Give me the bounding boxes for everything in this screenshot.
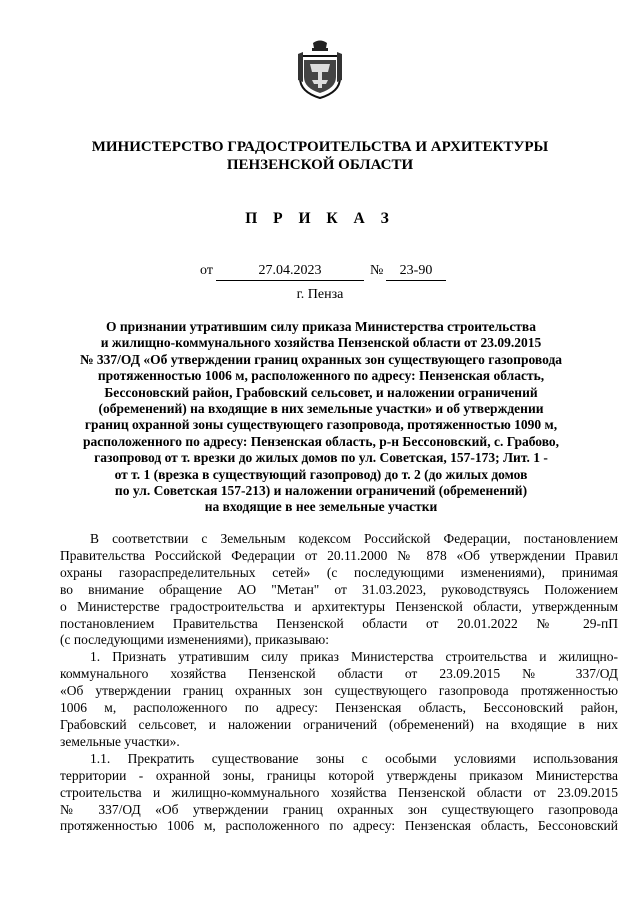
order-number: 23-90 <box>386 263 446 281</box>
subject-line: и жилищно-коммунального хозяйства Пензенской области от 23.09.2015 <box>100 335 542 351</box>
order-body <box>60 531 618 835</box>
order-subject <box>60 319 582 516</box>
subject-line: газопровод от т. врезки до жилых домов по ул. Советская, 157-173; Лит. 1 - <box>94 450 548 466</box>
body-line: № 337/ОД «Об утверждении границ охранных зон существующего газопровода <box>60 801 618 817</box>
subject-line: на входящие в нее земельные участки <box>204 499 438 515</box>
body-line: земельные участки». <box>60 733 180 749</box>
subject-line: границ охранной зоны существующего газопровода, протяженностью 1090 м, <box>84 417 558 433</box>
subject-line: (обременений) на входящие в них земельные участки» и об утверждении <box>98 401 544 417</box>
body-line: Правительства Российской Федерации от 20.11.2000 № 878 «Об утверждении Правил <box>60 547 618 563</box>
coat-of-arms-emblem <box>296 40 344 100</box>
from-label: от <box>200 263 213 278</box>
body-line: 1.1. Прекратить существование зоны с особыми условиями использования <box>90 750 618 766</box>
body-line: 1006 м, расположенного по адресу: Пензенская область, Бессоновский район, <box>60 700 618 716</box>
ministry-name <box>60 138 580 174</box>
subject-line: по ул. Советская 157-213) и наложении ограничений (обременений) <box>114 483 528 499</box>
subject-line: Бессоновский район, Грабовский сельсовет, и наложении ограничений <box>104 384 538 400</box>
number-label: № <box>370 263 384 278</box>
order-date: 27.04.2023 <box>216 263 364 281</box>
body-line: территории - охранной зоны, границы которой утверждены приказом Министерства <box>60 767 618 783</box>
ministry-name-line1: МИНИСТЕРСТВО ГРАДОСТРОИТЕЛЬСТВА И АРХИТЕКТУРЫ <box>91 139 549 155</box>
body-line: строительства и жилищно-коммунального хозяйства Пензенской области от 23.09.2015 <box>60 784 618 800</box>
body-line: о Министерстве градостроительства и архитектуры Пензенской области, утвержденным <box>60 598 618 614</box>
body-line: коммунального хозяйства Пензенской области от 23.09.2015 № 337/ОД <box>60 666 618 682</box>
body-line: во внимание обращение АО "Метан" от 31.03.2023, руководствуясь Положением <box>60 581 618 597</box>
body-line: постановлением Правительства Пензенской области от 20.01.2022 № 29-пП <box>60 615 618 631</box>
order-title: П Р И К А З <box>245 210 395 227</box>
body-line: протяженностью 1006 м, расположенного по адресу: Пензенская область, Бессоновский <box>60 818 618 834</box>
subject-line: № 337/ОД «Об утверждении границ охранных зон существующего газопровода <box>79 351 563 367</box>
order-dateline <box>200 263 460 281</box>
body-line: (с последующими изменениями), приказываю: <box>60 632 329 648</box>
subject-line: О признании утратившим силу приказа Министерства строительства <box>106 319 536 334</box>
body-line: «Об утверждении границ охранных зон существующего газопровода протяженностью <box>60 683 618 699</box>
body-line: Грабовский сельсовет, и наложении ограничений (обременений) на входящие в них <box>60 716 618 732</box>
subject-line: расположенного по адресу: Пензенская область, р-н Бессоновский, с. Грабово, <box>82 433 560 449</box>
subject-line: протяженностью 1006 м, расположенного по адресу: Пензенская область, <box>97 368 545 384</box>
body-line: охраны газораспределительных сетей» (с последующими изменениями), принимая <box>60 564 618 580</box>
city: г. Пенза <box>296 287 344 302</box>
subject-line: от т. 1 (врезка в существующий газопровод) до т. 2 (до жилых домов <box>114 466 528 482</box>
body-line: В соответствии с Земельным кодексом Российской Федерации, постановлением <box>90 531 618 546</box>
ministry-name-line2: ПЕНЗЕНСКОЙ ОБЛАСТИ <box>226 157 414 173</box>
body-line: 1. Признать утратившим силу приказ Министерства строительства и жилищно- <box>90 649 618 665</box>
